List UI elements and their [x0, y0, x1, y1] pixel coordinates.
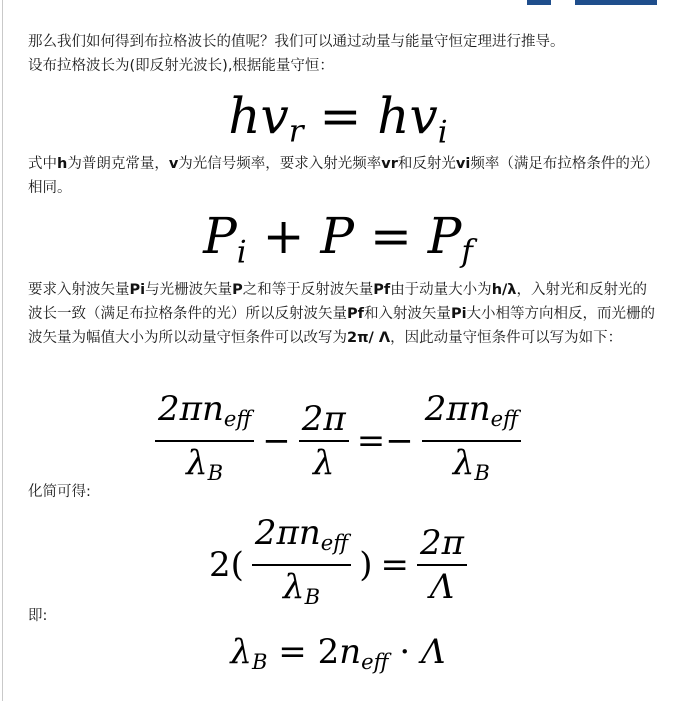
eq3-f3-den: λ — [452, 442, 475, 483]
simplify-label: 化简可得: — [28, 484, 91, 500]
eq1-equals: = — [303, 87, 378, 145]
eq4-num: 2πn — [254, 513, 321, 553]
p3-bold-pi-2: Pi — [450, 306, 467, 322]
p2-bold-vi: vi — [455, 156, 471, 172]
eq4-fraction-right — [417, 522, 467, 608]
eq2-equals: = — [354, 207, 428, 265]
eq5-dot: · — [388, 632, 421, 672]
eq3-f1-num-sub: eff — [223, 405, 252, 431]
eq3-f2-num: 2π — [299, 398, 349, 442]
p3-bold-pf: Pf — [373, 282, 391, 298]
eq3-f2-den: λ — [312, 442, 335, 483]
p3-text-6: 和入射波矢量 — [363, 306, 451, 322]
planck-paragraph — [28, 152, 656, 200]
eq3-fraction-1 — [155, 388, 254, 494]
p3-bold-p: P — [232, 282, 243, 298]
eq3-f1-den-sub: B — [207, 459, 224, 485]
top-accent-tab-right — [575, 0, 657, 5]
eq3-fraction-3 — [422, 388, 521, 494]
p2-text-3: 为光信号频率，要求入射光频率 — [178, 156, 382, 172]
eq4-den: λ — [283, 566, 305, 607]
eq2-p-final-sub: f — [461, 233, 473, 270]
p3-text-8: ，因此动量守恒条件可以写为如下： — [390, 330, 623, 346]
eq3-f3-num-sub: eff — [490, 405, 519, 431]
p3-text-1: 要求入射波矢量 — [28, 282, 130, 298]
eq3-fraction-2 — [299, 398, 349, 484]
eq5-lambda-sub: B — [251, 648, 268, 674]
eq4-fraction-left — [252, 512, 351, 618]
p2-text-4: 和反射光 — [397, 156, 456, 172]
intro-paragraph — [28, 30, 656, 78]
wavevector-paragraph — [28, 278, 656, 350]
eq3-f1-num: 2πn — [157, 389, 224, 429]
bragg-wavelength-equation — [0, 630, 676, 684]
eq4-num-sub: eff — [320, 529, 349, 555]
ji-label: 即: — [28, 608, 48, 624]
eq2-plus: + — [246, 207, 321, 265]
p3-text-4: 由于动量大小为 — [390, 282, 492, 298]
eq5-grating-period: Λ — [421, 632, 446, 672]
top-accent-tab-left — [527, 0, 551, 5]
p3-bold-pi: Pi — [129, 282, 146, 298]
eq3-equals-minus: =− — [356, 420, 414, 461]
eq2-p-final: P — [427, 207, 462, 265]
eq3-minus: − — [262, 420, 291, 461]
p2-text-1: 式中 — [28, 156, 57, 172]
simplified-equation — [0, 512, 676, 618]
eq3-f3-den-sub: B — [474, 459, 490, 485]
eq3-f1-den: λ — [186, 442, 208, 483]
momentum-conservation-equation — [0, 206, 676, 282]
p3-bold-h-lambda: h/λ — [491, 282, 517, 298]
eq3-f3-num: 2πn — [424, 389, 491, 429]
p3-bold-2pi-lambda: 2π/ Λ — [347, 330, 391, 346]
eq4-den-sub: B — [304, 583, 321, 609]
eq4-coefficient: 2( — [209, 544, 244, 585]
energy-conservation-equation — [0, 86, 676, 162]
intro-line-1: 那么我们如何得到布拉格波长的值呢？我们可以通过动量与能量守恒定理进行推导。 — [28, 34, 565, 50]
p2-bold-v: v — [168, 156, 179, 172]
eq2-p-grating: P — [320, 207, 355, 265]
bragg-condition-equation — [0, 388, 676, 494]
eq1-rhs: hv — [377, 87, 438, 145]
eq1-lhs: hv — [228, 87, 289, 145]
eq5-n-sub: eff — [361, 648, 389, 674]
p3-bold-pf-2: Pf — [347, 306, 364, 322]
p2-text-2: 为普朗克常量， — [67, 156, 169, 172]
eq5-n: n — [339, 632, 362, 672]
p2-text-5: 频率（满足布拉格条件的光）相同。 — [28, 156, 652, 196]
eq4-close-paren: ) — [359, 544, 373, 585]
eq2-p-incident: P — [203, 207, 237, 265]
eq1-lhs-sub: r — [288, 113, 304, 150]
p3-text-7: 大小相等方向相反，而光栅的波矢量为幅值大小为所以动量守恒条件可以改写为 — [28, 306, 656, 346]
p3-text-3: 之和等于反射波矢量 — [242, 282, 374, 298]
p3-text-5: ，入射光和反射光的波长一致（满足布拉格条件的光）所以反射波矢量 — [28, 282, 647, 322]
p2-bold-h: h — [57, 156, 68, 172]
eq4-right-den: Λ — [429, 566, 455, 607]
intro-line-2: 设布拉格波长为(即反射光波长),根据能量守恒： — [28, 58, 334, 74]
p3-text-2: 与光栅波矢量 — [145, 282, 233, 298]
eq5-lambda: λ — [230, 632, 252, 672]
eq4-equals: = — [380, 544, 409, 585]
eq4-right-num: 2π — [417, 522, 467, 566]
p2-bold-vr: vr — [381, 156, 398, 172]
eq2-p-incident-sub: i — [236, 234, 247, 271]
eq5-equals-two: = 2 — [267, 632, 340, 672]
eq1-rhs-sub: i — [437, 114, 448, 151]
